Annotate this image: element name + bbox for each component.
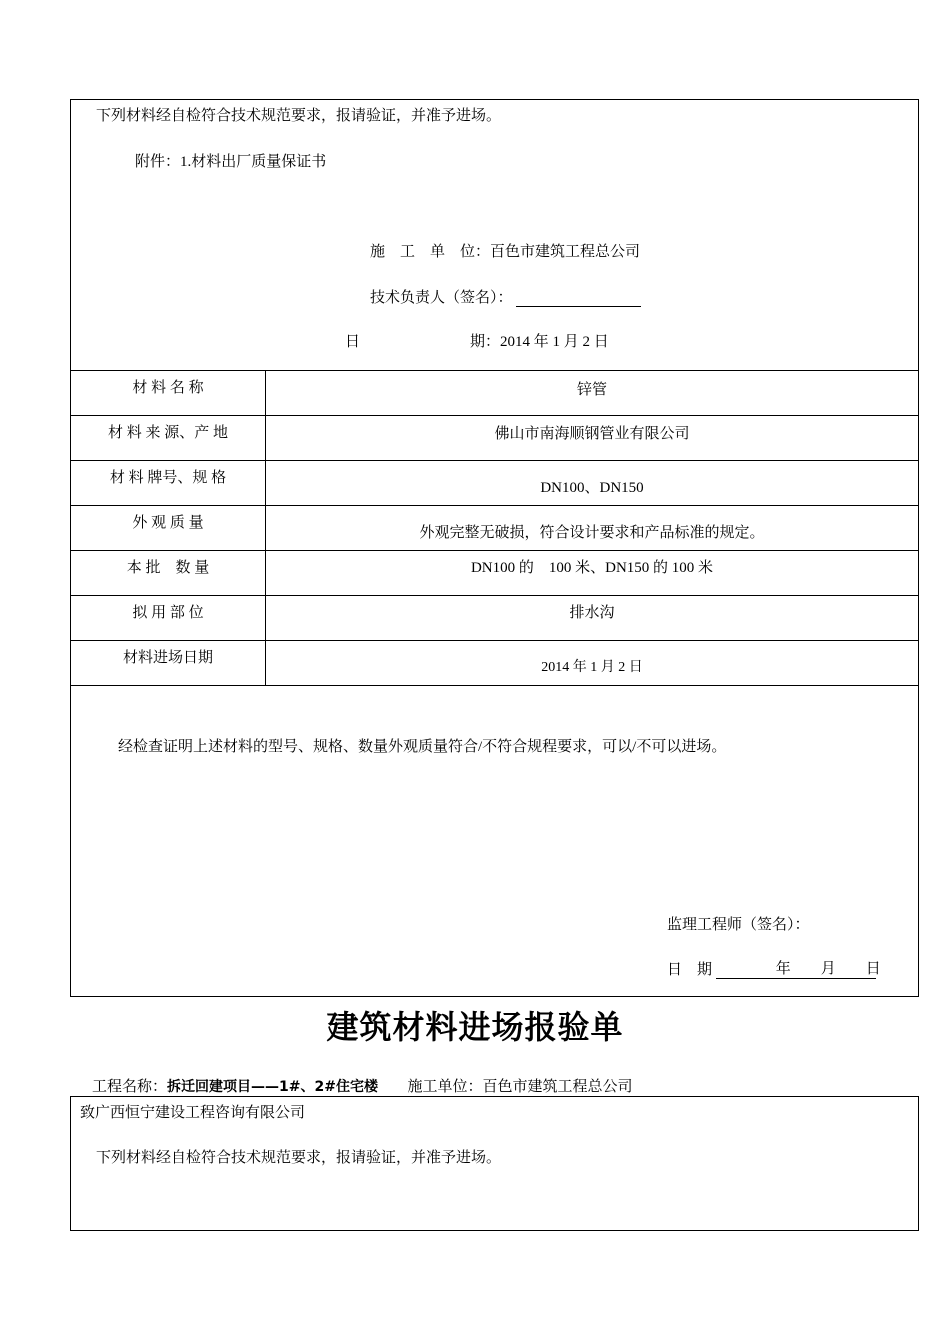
material-source-value: 佛山市南海顺钢管业有限公司: [494, 426, 690, 442]
entry-date-value: 2014 年 1 月 2 日: [541, 660, 643, 675]
table-rule: [70, 415, 919, 416]
construction-unit-row: [370, 240, 640, 261]
material-spec-value: DN100、DN150: [540, 480, 644, 496]
intended-location-value: 排水沟: [569, 605, 615, 621]
engineer-signature-label: 监理工程师（签名）：: [667, 917, 810, 933]
date-value: 2014 年 1 月 2 日: [500, 334, 609, 350]
material-spec-label: 材 料 牌号、规 格: [109, 470, 227, 486]
table-rule: [70, 505, 919, 506]
entry-date-label: 材料进场日期: [122, 650, 213, 666]
date-label-b: 期：: [470, 334, 501, 350]
table-rule: [70, 460, 919, 461]
table-rule: [70, 685, 919, 686]
tech-lead-label: 技术负责人（签名）：: [370, 290, 513, 306]
material-name-value: 锌管: [576, 382, 607, 398]
table-rule: [70, 370, 919, 371]
project-name-label: 工程名称：: [92, 1079, 168, 1095]
tech-lead-row: [370, 286, 641, 307]
second-unit-label: 施工单位：: [407, 1079, 483, 1095]
inspection-date-blank[interactable]: 年 月 日: [716, 957, 876, 979]
inspection-date-label: 日 期: [667, 962, 713, 978]
inspection-date-row: [667, 957, 881, 979]
second-unit-value: 百色市建筑工程总公司: [482, 1079, 633, 1095]
form-title: 建筑材料进场报验单: [326, 1008, 624, 1046]
intended-location-label: 拟 用 部 位: [132, 605, 204, 621]
material-source-label: 材 料 来 源、产 地: [107, 425, 228, 441]
material-name-label: 材 料 名 称: [132, 380, 204, 396]
inspection-statement: 经检查证明上述材料的型号、规格、数量外观质量符合/不符合规程要求，可以/不可以进场。: [118, 739, 727, 755]
table-rule: [70, 640, 919, 641]
project-info-row: [92, 1075, 633, 1096]
upper-form-frame: [70, 99, 919, 997]
request-text: 下列材料经自检符合技术规范要求，报请验证，并准予进场。: [96, 108, 502, 124]
tech-lead-signature-line[interactable]: [516, 290, 641, 307]
quantity-label: 本 批 数 量: [126, 560, 210, 576]
date-label-a: 日: [345, 334, 361, 350]
table-rule: [70, 595, 919, 596]
second-request-text: 下列材料经自检符合技术规范要求，报请验证，并准予进场。: [96, 1150, 502, 1166]
recipient-text: 致广西恒宁建设工程咨询有限公司: [80, 1105, 306, 1121]
attachment-text: 附件：1.材料出厂质量保证书: [135, 154, 327, 170]
construction-unit-label: 施 工 单 位：: [370, 244, 491, 260]
quantity-value: DN100 的 100 米、DN150 的 100 米: [470, 560, 714, 576]
appearance-value: 外观完整无破损，符合设计要求和产品标准的规定。: [419, 525, 765, 541]
appearance-label: 外 观 质 量: [132, 515, 204, 531]
project-name-value: 拆迁回建项目——1#、2#住宅楼: [167, 1079, 378, 1095]
table-rule: [70, 550, 919, 551]
date-row: [470, 330, 609, 351]
construction-unit-value: 百色市建筑工程总公司: [490, 244, 641, 260]
